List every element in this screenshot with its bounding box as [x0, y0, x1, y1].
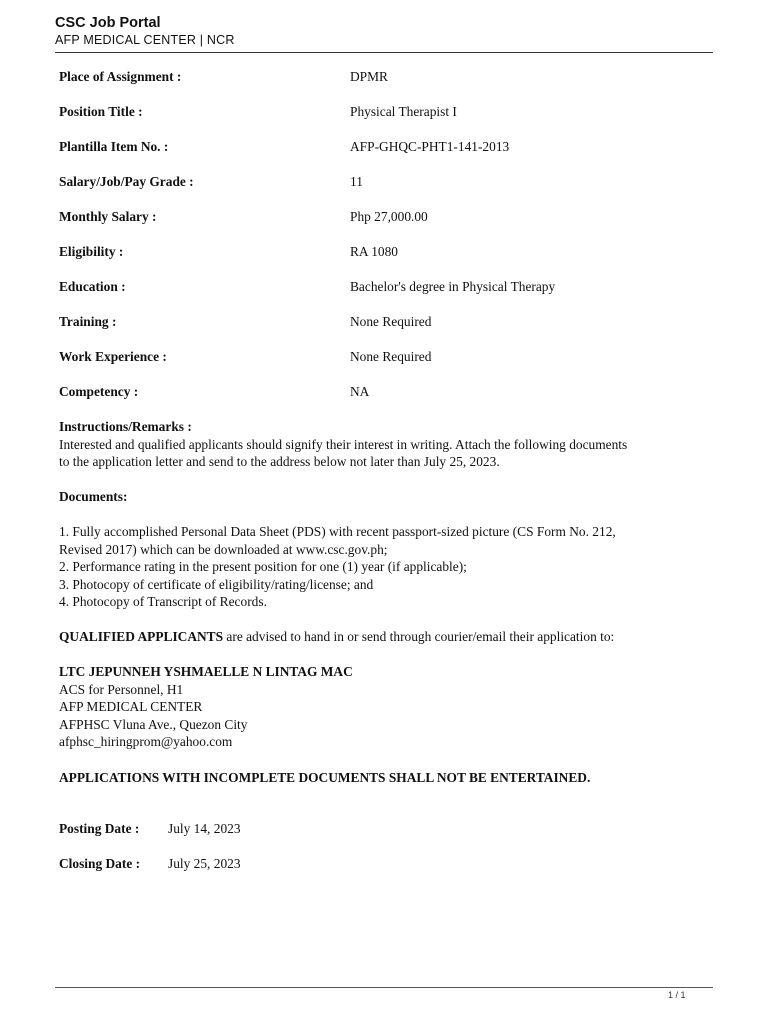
field-label: Salary/Job/Pay Grade :	[59, 174, 194, 189]
field-value: NA	[350, 384, 370, 399]
posting-date-value: July 14, 2023	[168, 821, 241, 836]
qualified-applicants-note	[59, 628, 709, 646]
page-number: 1 / 1	[668, 990, 686, 1000]
field-work-experience	[59, 349, 709, 367]
portal-subtitle: AFP MEDICAL CENTER | NCR	[55, 33, 235, 47]
list-item: 2. Performance rating in the present position for one (1) year (if applicable);	[59, 559, 467, 574]
field-training	[59, 314, 709, 332]
field-value: Php 27,000.00	[350, 209, 428, 224]
documents-heading: Documents:	[59, 489, 128, 504]
field-label: Education :	[59, 279, 126, 294]
header-divider	[55, 52, 713, 53]
field-value: RA 1080	[350, 244, 398, 259]
field-value: Bachelor's degree in Physical Therapy	[350, 279, 556, 294]
field-label: Monthly Salary :	[59, 209, 157, 224]
field-value: AFP-GHQC-PHT1-141-2013	[350, 139, 510, 154]
field-label: Training :	[59, 314, 117, 329]
posting-date	[59, 821, 459, 839]
field-label: Place of Assignment :	[59, 69, 182, 84]
instructions-line: Interested and qualified applicants should signify their interest in writing. Attach the following documents	[59, 436, 628, 452]
portal-header	[55, 14, 713, 48]
field-position-title	[59, 104, 709, 122]
field-monthly-salary	[59, 209, 709, 227]
field-place-of-assignment	[59, 69, 709, 87]
field-label: Plantilla Item No. :	[59, 139, 169, 154]
field-value: None Required	[350, 314, 432, 329]
field-plantilla-item	[59, 139, 709, 157]
field-label: Position Title :	[59, 104, 143, 119]
closing-date-value: July 25, 2023	[168, 856, 241, 871]
warning-notice: APPLICATIONS WITH INCOMPLETE DOCUMENTS SHALL NOT BE ENTERTAINED.	[59, 770, 591, 785]
portal-title: CSC Job Portal	[55, 15, 161, 31]
field-value: Physical Therapist I	[350, 104, 457, 119]
address-block	[59, 663, 709, 751]
list-item: 4. Photocopy of Transcript of Records.	[59, 594, 267, 609]
qualified-bold: QUALIFIED APPLICANTS	[59, 629, 224, 644]
field-value: DPMR	[350, 69, 388, 84]
address-line: AFPHSC Vluna Ave., Quezon City	[59, 716, 248, 732]
field-education	[59, 279, 709, 297]
field-label: Eligibility :	[59, 244, 124, 259]
footer-divider	[55, 987, 713, 988]
address-line: AFP MEDICAL CENTER	[59, 699, 203, 714]
address-line: ACS for Personnel, H1	[59, 681, 184, 697]
field-value: 11	[350, 174, 363, 189]
instructions-section	[59, 418, 709, 471]
field-competency	[59, 384, 709, 402]
address-email: afphsc_hiringprom@yahoo.com	[59, 734, 233, 749]
instructions-heading: Instructions/Remarks :	[59, 419, 192, 434]
list-item: 1. Fully accomplished Personal Data Sheet (PDS) with recent passport-sized picture (CS Form No. 212,	[59, 524, 616, 539]
address-name: LTC JEPUNNEH YSHMAELLE N LINTAG MAC	[59, 664, 353, 679]
field-label: Competency :	[59, 384, 139, 399]
qualified-rest: are advised to hand in or send through courier/email their application to:	[223, 629, 615, 644]
posting-date-label: Posting Date :	[59, 821, 140, 836]
field-salary-grade	[59, 174, 709, 192]
closing-date-label: Closing Date :	[59, 856, 141, 871]
instructions-line: to the application letter and send to the address below not later than July 25, 2023.	[59, 454, 500, 469]
field-value: None Required	[350, 349, 432, 364]
field-eligibility	[59, 244, 709, 262]
field-label: Work Experience :	[59, 349, 167, 364]
closing-date	[59, 856, 459, 874]
list-item: Revised 2017) which can be downloaded at www.csc.gov.ph;	[59, 541, 388, 557]
documents-list	[59, 523, 709, 611]
list-item: 3. Photocopy of certificate of eligibility/rating/license; and	[59, 576, 374, 592]
